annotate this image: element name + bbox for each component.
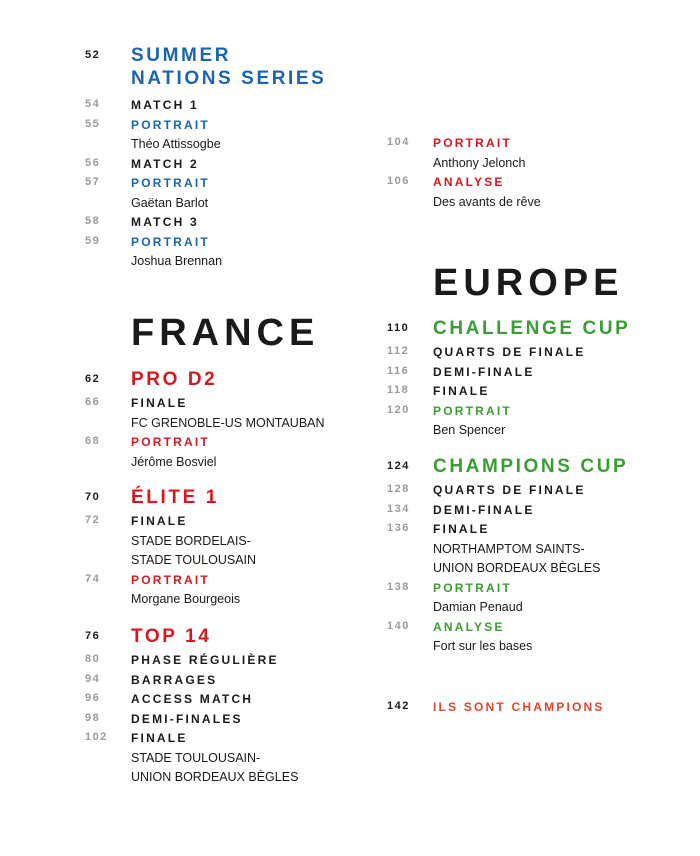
toc-entry[interactable] [85,193,385,213]
entry-subtitle: Morgane Bourgeois [131,592,241,606]
toc-heading[interactable] [85,625,385,648]
toc-entry[interactable] [85,728,385,748]
entry-title: PORTRAIT [131,176,210,190]
entry-title: ILS SONT CHAMPIONS [433,700,605,714]
page-number: 134 [387,502,410,515]
toc-entry[interactable] [387,192,687,212]
entry-subtitle: UNION BORDEAUX BÈGLES [433,561,601,575]
page-number: 57 [85,176,101,188]
toc-heading[interactable] [85,486,385,509]
entry-title: DEMI-FINALE [433,502,535,517]
toc-entry[interactable] [85,767,385,787]
toc-entry[interactable] [387,420,687,440]
entry-subtitle: Anthony Jelonch [433,155,526,170]
toc-entry[interactable] [85,432,385,452]
page-number: 72 [85,514,101,526]
toc-entry[interactable] [387,519,687,539]
toc-entry[interactable] [85,413,385,433]
page-number: 110 [387,322,410,334]
toc-entry[interactable] [387,636,687,656]
entry-title: FINALE [433,384,490,398]
entry-title: PORTRAIT [131,117,210,132]
entry-title: QUARTS DE FINALE [433,345,586,359]
toc-entry[interactable] [387,578,687,598]
toc-entry[interactable] [85,709,385,729]
entry-title: BARRAGES [131,672,218,687]
toc-group-ils-sont-champions [387,697,687,717]
entry-title: ANALYSE [433,175,505,189]
entry-subtitle: FC GRENOBLE-US MONTAUBAN [131,415,325,430]
toc-entry[interactable] [387,617,687,637]
page-number: 120 [387,403,410,416]
entry-subtitle: Joshua Brennan [131,254,223,268]
toc-group-champions-cup [387,455,687,656]
heading-title-line: PRO D2 [131,369,218,390]
heading-title-line: CHALLENGE CUP [433,318,631,339]
entry-subtitle: Ben Spencer [433,423,506,437]
toc-entry[interactable] [85,650,385,670]
entry-subtitle: Jérôme Bosviel [131,454,217,469]
page-number: 59 [85,234,101,247]
toc-heading[interactable] [387,317,687,340]
entry-title: PORTRAIT [131,234,210,249]
heading-title-line: TOP 14 [131,626,212,647]
page-number: 124 [387,460,410,472]
page-number: 98 [85,711,101,724]
toc-entry[interactable] [85,154,385,174]
toc-entry[interactable] [85,689,385,709]
entry-title: PORTRAIT [433,136,512,150]
entry-subtitle: Des avants de rêve [433,194,541,209]
page-number: 56 [85,156,101,169]
heading-title-line: ÉLITE 1 [131,487,219,508]
page-number: 54 [85,98,101,110]
toc-entry[interactable] [85,212,385,232]
page-number: 55 [85,117,101,130]
entry-subtitle: STADE TOULOUSAIN [131,553,257,567]
entry-title: MATCH 1 [131,98,199,112]
section-title-france: FRANCE [131,312,320,354]
entry-title: QUARTS DE FINALE [433,483,586,497]
toc-entry[interactable] [85,511,385,531]
page-number: 62 [85,373,101,385]
heading-title-line: NATIONS SERIES [131,68,327,89]
page-number: 70 [85,491,101,503]
toc-group-top-14 [85,625,385,787]
entry-subtitle: Fort sur les bases [433,639,533,653]
entry-subtitle: STADE TOULOUSAIN- [131,750,261,765]
entry-subtitle: Théo Attissogbe [131,137,221,151]
page-number: 66 [85,396,101,408]
toc-entry[interactable] [387,558,687,578]
entry-title: ANALYSE [433,619,505,634]
entry-title: PORTRAIT [131,572,210,587]
toc-heading[interactable] [85,368,385,391]
page-number: 76 [85,630,101,642]
entry-subtitle: NORTHAMPTOM SAINTS- [433,541,585,556]
toc-entry[interactable] [387,697,687,717]
toc-entry[interactable] [85,115,385,135]
toc-entry[interactable] [387,381,687,401]
toc-entry[interactable] [387,362,687,382]
page-number: 52 [85,49,101,61]
entry-title: PORTRAIT [433,580,512,595]
toc-entry[interactable] [85,550,385,570]
entry-title: FINALE [131,731,188,745]
entry-title: DEMI-FINALE [433,364,535,379]
heading-title-line: CHAMPIONS CUP [433,456,629,477]
toc-group-elite-1 [85,486,385,609]
entry-title: FINALE [131,514,188,528]
entry-title: PHASE RÉGULIÈRE [131,653,279,667]
toc-entry[interactable] [387,153,687,173]
toc-entry[interactable] [387,172,687,192]
page-number: 58 [85,215,101,227]
toc-entry[interactable] [387,133,687,153]
page-number: 96 [85,692,101,704]
toc-entry[interactable] [387,401,687,421]
page-number: 136 [387,522,410,534]
entry-title: FINALE [433,522,490,536]
toc-entry[interactable] [387,539,687,559]
toc-entry[interactable] [85,748,385,768]
entry-title: PORTRAIT [131,435,210,449]
toc-entry[interactable] [85,570,385,590]
page-number: 104 [387,136,410,148]
toc-group-summer-nations-series [85,44,385,271]
toc-entry[interactable] [387,342,687,362]
toc-entry[interactable] [85,393,385,413]
toc-heading[interactable] [387,455,687,478]
toc-entry[interactable] [85,531,385,551]
page-number: 94 [85,672,101,685]
entry-title: MATCH 2 [131,156,199,171]
entry-subtitle: STADE BORDELAIS- [131,533,251,548]
toc-group-challenge-cup [387,317,687,440]
toc-entry[interactable] [85,232,385,252]
page-number: 138 [387,580,410,593]
page-number: 68 [85,435,101,447]
toc-entry[interactable] [85,452,385,472]
toc-entry[interactable] [85,251,385,271]
section-title-europe: EUROPE [433,262,624,304]
heading-title-line: SUMMER [131,45,232,66]
toc-entry[interactable] [85,95,385,115]
toc-entry[interactable] [387,500,687,520]
page-number: 112 [387,345,410,357]
entry-title: FINALE [131,396,188,410]
page-number: 80 [85,653,101,665]
page-number: 102 [85,731,108,743]
entry-subtitle: Gaëtan Barlot [131,195,209,210]
entry-title: DEMI-FINALES [131,711,243,726]
toc-entry[interactable] [85,589,385,609]
toc-entry[interactable] [85,670,385,690]
page-number: 140 [387,619,410,632]
toc-group-pro-d2 [85,368,385,471]
entry-title: MATCH 3 [131,215,199,229]
toc-heading[interactable] [85,44,385,90]
page-number: 74 [85,572,101,585]
entry-title: ACCESS MATCH [131,692,254,706]
toc-entry[interactable] [387,597,687,617]
toc-entry[interactable] [387,480,687,500]
page-number: 142 [387,700,410,712]
page-number: 128 [387,483,410,495]
toc-entry[interactable] [85,173,385,193]
entry-subtitle: UNION BORDEAUX BÈGLES [131,770,299,784]
page-number: 106 [387,175,410,187]
entry-title: PORTRAIT [433,403,512,418]
page-number: 116 [387,364,410,377]
entry-subtitle: Damian Penaud [433,600,523,614]
toc-entry[interactable] [85,134,385,154]
page-number: 118 [387,384,410,396]
toc-group-top-14-continued [387,133,687,211]
